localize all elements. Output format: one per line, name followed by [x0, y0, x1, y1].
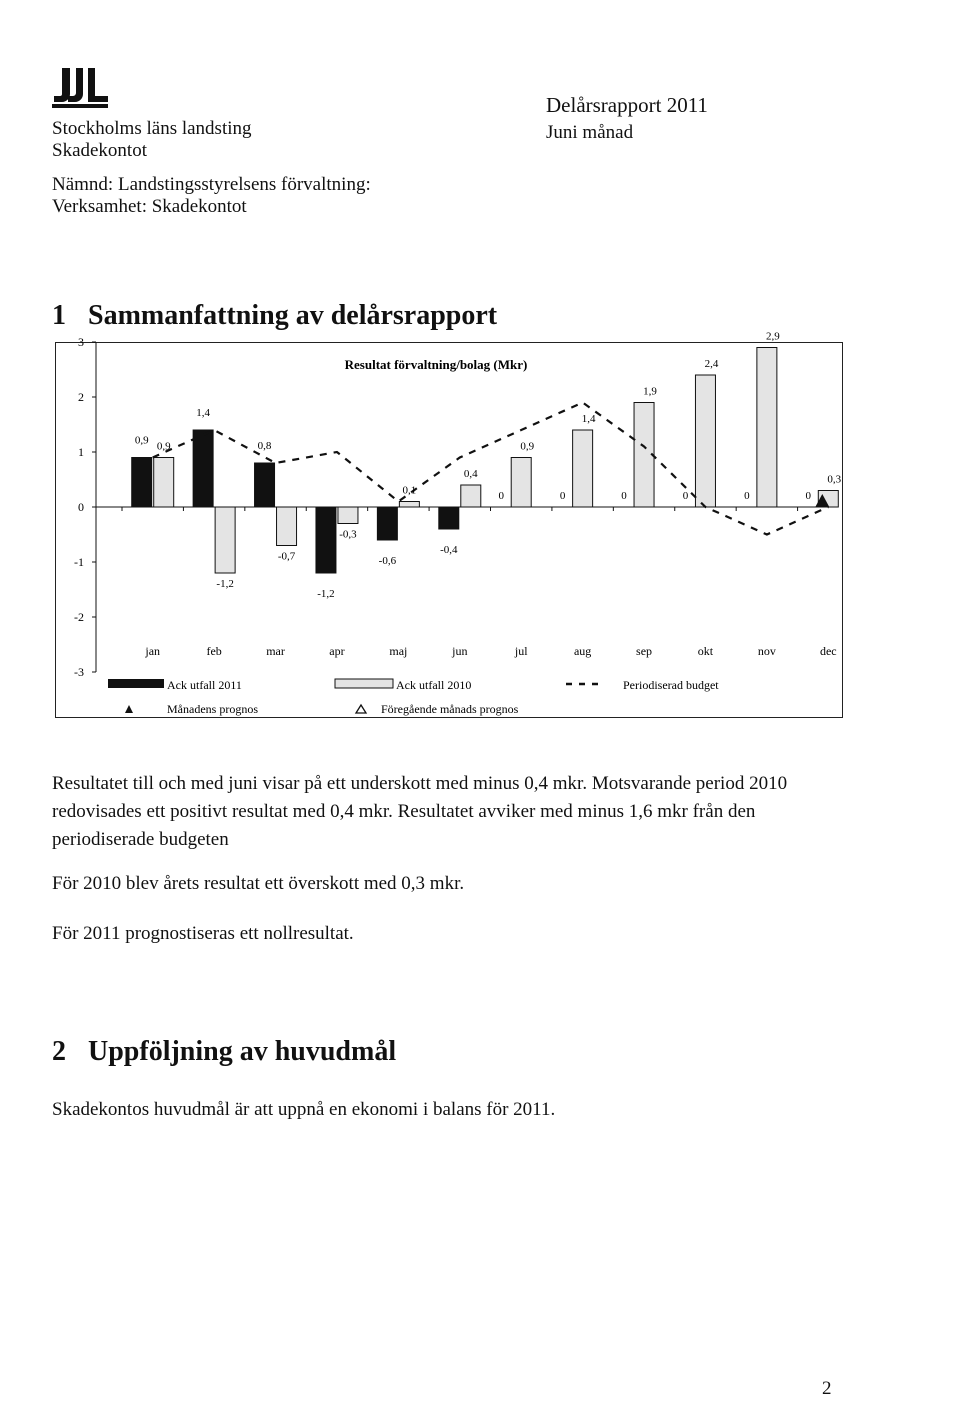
legend-label-ack-2010: Ack utfall 2010	[396, 678, 472, 692]
label-ack-2010: -0,7	[277, 550, 296, 563]
x-tick-label: okt	[697, 644, 714, 658]
bar-ack-2010	[215, 507, 235, 573]
section-1-number: 1	[52, 300, 66, 331]
section-1-title: Sammanfattning av delårsrapport	[88, 300, 498, 331]
label-ack-2010: -0,3	[339, 528, 357, 541]
label-ack-2011: 1,4	[196, 407, 210, 419]
section-2-number: 2	[52, 1036, 66, 1067]
x-tick-label: dec	[819, 644, 837, 658]
unit-name: Skadekontot	[52, 140, 147, 161]
y-tick-label: 3	[78, 335, 84, 349]
x-tick-label: mar	[266, 644, 285, 658]
board-line: Nämnd: Landstingsstyrelsens förvaltning:	[52, 174, 371, 195]
chart-title: Resultat förvaltning/bolag (Mkr)	[344, 357, 528, 372]
x-tick-label: feb	[206, 644, 222, 658]
bar-ack-2011	[316, 507, 336, 573]
bar-ack-2011	[439, 507, 459, 529]
bar-ack-2011	[377, 507, 397, 540]
label-ack-2010: 2,4	[704, 358, 719, 370]
x-tick-label: jan	[145, 644, 161, 658]
x-tick-label: apr	[329, 644, 345, 658]
y-tick-label: -3	[74, 665, 84, 679]
activity-line: Verksamhet: Skadekontot	[52, 196, 247, 217]
section-1-heading	[52, 300, 497, 332]
section-2-title: Uppföljning av huvudmål	[88, 1036, 397, 1067]
label-ack-2011: -0,6	[378, 555, 397, 567]
x-tick-label: jul	[514, 644, 528, 658]
label-zero: 0	[559, 490, 566, 502]
bar-ack-2010	[154, 458, 174, 508]
header-right	[546, 92, 708, 146]
y-tick-label: 0	[78, 500, 84, 514]
header-left	[52, 118, 371, 218]
label-ack-2011: -0,4	[440, 544, 458, 556]
page-number: 2	[822, 1378, 832, 1399]
legend-label-ack-2011: Ack utfall 2011	[167, 678, 242, 692]
x-tick-label: jun	[452, 644, 468, 658]
result-2010-paragraph: För 2010 blev årets resultat ett överskott med 0,3 mkr.	[52, 873, 465, 894]
label-ack-2010: 0,4	[463, 468, 478, 480]
x-tick-label: sep	[636, 644, 653, 658]
label-ack-2010: 0,1	[402, 484, 417, 497]
bar-ack-2011	[255, 463, 275, 507]
bar-ack-2010	[461, 485, 481, 507]
bar-ack-2010	[338, 507, 358, 524]
legend-label-budget: Periodiserad budget	[623, 678, 719, 692]
result-chart	[55, 330, 843, 718]
report-period: Juni månad	[546, 122, 634, 143]
bar-ack-2010	[757, 348, 777, 508]
summary-paragraph: Resultatet till och med juni visar på ett underskott med minus 0,4 mkr. Motsvarande period 2010 redovisades ett positivt resultat med 0,4 mkr. Resultatet avviker med minus 1,6 mkr från den periodiserade budgeten	[52, 773, 788, 850]
bar-ack-2010	[695, 375, 715, 507]
label-zero: 0	[498, 490, 504, 502]
chart-svg	[56, 330, 842, 717]
legend-swatch-prev-forecast	[356, 705, 366, 713]
label-ack-2010: 2,9	[766, 330, 780, 343]
legend-label-forecast: Månadens prognos	[167, 702, 258, 716]
x-tick-label: nov	[757, 644, 776, 658]
label-ack-2011: 0,8	[257, 440, 272, 452]
label-zero: 0	[682, 490, 689, 502]
label-ack-2010: 1,4	[581, 413, 596, 425]
bar-ack-2011	[193, 430, 213, 507]
chart-bars	[132, 348, 842, 574]
label-ack-2010: -1,2	[216, 578, 234, 590]
label-ack-2010: 0,9	[156, 440, 171, 453]
label-ack-2011: 0,9	[134, 434, 149, 447]
label-ack-2010: 0,3	[827, 473, 842, 486]
bar-ack-2010	[511, 458, 531, 508]
org-name: Stockholms läns landsting	[52, 118, 252, 139]
label-ack-2010: 1,9	[643, 385, 657, 398]
x-tick-label: maj	[389, 644, 408, 658]
chart-legend	[108, 678, 719, 716]
section-2-heading	[52, 1036, 396, 1068]
y-tick-label: -2	[74, 610, 84, 624]
legend-swatch-ack-2010	[335, 679, 393, 688]
report-title: Delårsrapport 2011	[546, 93, 708, 117]
bar-ack-2011	[132, 458, 152, 508]
x-tick-label: aug	[573, 644, 592, 658]
bar-ack-2010	[277, 507, 297, 546]
sll-logo	[52, 66, 110, 113]
label-zero: 0	[805, 490, 812, 502]
bar-ack-2010	[573, 430, 593, 507]
label-ack-2011: -1,2	[317, 588, 335, 600]
bar-ack-2010	[399, 502, 419, 508]
label-zero: 0	[621, 490, 627, 502]
forecast-2011-paragraph: För 2011 prognostiseras ett nollresultat.	[52, 923, 354, 944]
label-zero: 0	[744, 490, 750, 502]
label-ack-2010: 0,9	[520, 440, 535, 453]
legend-label-prev-forecast: Föregående månads prognos	[381, 702, 519, 716]
y-tick-label: 2	[78, 390, 84, 404]
main-goal-paragraph: Skadekontos huvudmål är att uppnå en ekonomi i balans för 2011.	[52, 1099, 556, 1120]
y-tick-label: -1	[74, 555, 84, 569]
legend-swatch-ack-2011	[108, 679, 164, 688]
legend-swatch-forecast	[125, 705, 133, 713]
y-tick-label: 1	[78, 445, 84, 459]
